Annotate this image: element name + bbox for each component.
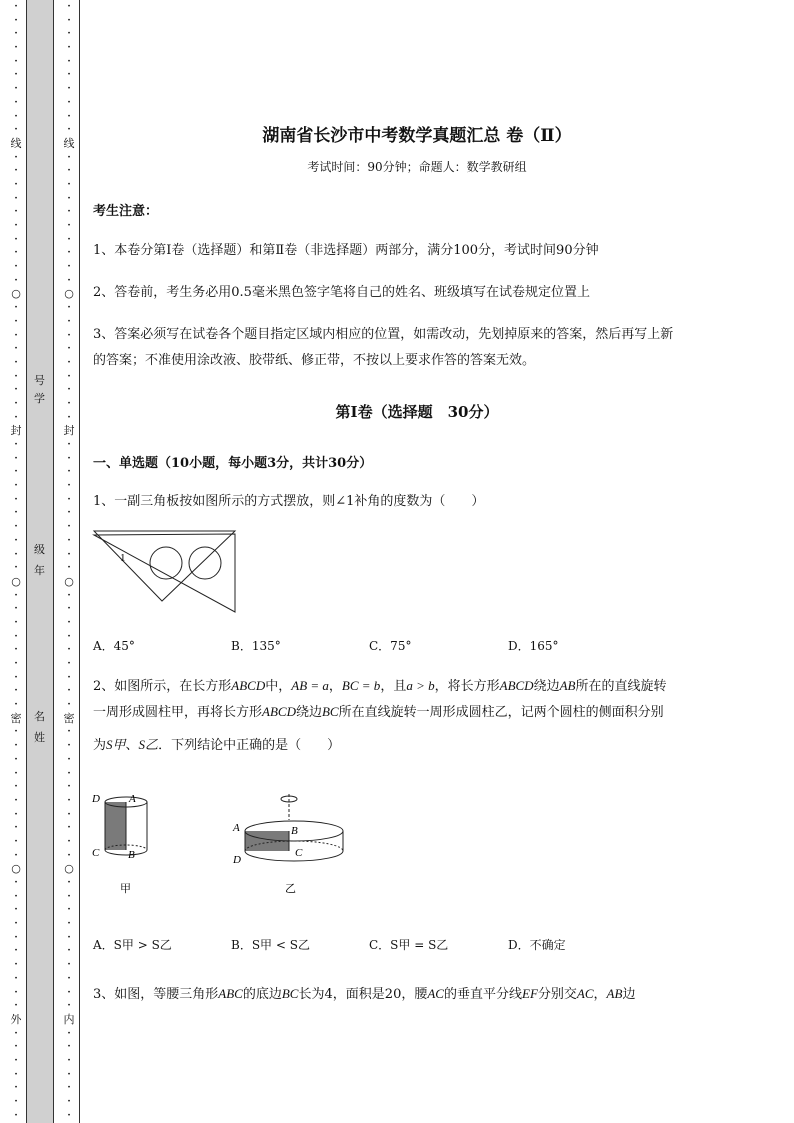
right-strip-dot: • [67, 399, 71, 407]
right-strip-dot: • [67, 523, 71, 531]
right-strip-dot: • [67, 345, 71, 353]
notice-heading: 考生注意： [93, 204, 159, 219]
cylinder-jia-bottom-front [105, 850, 147, 855]
right-strip-dot: • [67, 1098, 71, 1105]
right-strip-dot: • [67, 824, 71, 832]
q2-option-d[interactable]: D．不确定 [508, 938, 566, 952]
right-strip-dot: • [67, 837, 71, 845]
right-strip-mark-5: ○ [64, 862, 74, 876]
left-strip-dot: • [14, 824, 18, 832]
left-strip-dot: • [14, 769, 18, 777]
right-strip-dot: • [67, 742, 71, 750]
right-strip-dot: • [67, 974, 71, 982]
left-strip-dot: • [14, 701, 18, 709]
right-strip-mark-3: ○ [64, 574, 74, 588]
left-strip-dot: • [14, 810, 18, 818]
right-strip-dot: • [67, 358, 71, 366]
right-strip-dot: • [67, 605, 71, 613]
right-strip-dot: • [67, 468, 71, 476]
left-strip-dot: • [14, 16, 18, 24]
left-strip-dot: • [14, 71, 18, 79]
left-strip-dot: • [14, 249, 18, 257]
left-strip-dot: • [14, 317, 18, 325]
notice-item-3-line-1: 3、答案必须写在试卷各个题目指定区域内相应的位置，如需改动，先划掉原来的答案，然后再写上新 [93, 327, 674, 342]
left-strip-mark-5: ○ [11, 862, 21, 876]
jia-label-b: B [128, 849, 135, 861]
left-strip-dot: • [14, 482, 18, 490]
left-strip-dot: • [14, 1111, 18, 1119]
q2-option-c[interactable]: C．S甲 = S乙 [369, 938, 449, 952]
left-strip-dot: • [14, 728, 18, 736]
left-strip-dot: • [14, 386, 18, 394]
strip-border-right [53, 0, 54, 1123]
right-strip-dot: • [67, 235, 71, 243]
left-strip-dot: • [14, 673, 18, 681]
jia-label-c: C [92, 847, 100, 859]
right-strip-dot: • [67, 1070, 71, 1078]
triangle-hole-right [189, 547, 221, 579]
left-strip-dot: • [14, 276, 18, 284]
left-strip-dot: • [14, 345, 18, 353]
right-strip-dot: • [67, 208, 71, 216]
right-strip-dot: • [67, 851, 71, 859]
left-strip-dot: • [14, 1029, 18, 1037]
left-strip-dot: • [14, 468, 18, 476]
left-strip-dot: • [14, 1070, 18, 1078]
right-strip-dot: • [67, 276, 71, 284]
right-strip-dot: • [67, 57, 71, 65]
q2-line-1: 2、如图所示，在长方形ABCD中，AB = a，BC = b，且a > b，将长方形ABCD绕边AB所在的直线旋转 [93, 678, 667, 694]
left-strip-mark-0: 线 [10, 136, 22, 150]
right-strip-dot: • [67, 961, 71, 969]
name-label-bottom: 姓 [34, 731, 45, 744]
right-strip-dot: • [67, 920, 71, 928]
right-strip-dot: • [67, 755, 71, 763]
left-strip-mark-2: 封 [10, 424, 22, 438]
exam-title: 湖南省长沙市中考数学真题汇总 卷（Ⅱ） [262, 126, 572, 146]
right-strip-dot: • [67, 441, 71, 448]
left-strip-dot: • [14, 550, 18, 558]
left-strip-dot: • [14, 85, 18, 93]
left-strip-dot: • [14, 1084, 18, 1092]
left-strip-dot: • [14, 933, 18, 941]
left-strip-dot: • [14, 153, 18, 161]
right-strip-dot: • [67, 222, 71, 229]
left-strip-dot: • [14, 112, 18, 120]
right-strip-dot: • [67, 263, 71, 271]
left-strip-dot: • [14, 523, 18, 531]
right-strip-dot: • [67, 933, 71, 941]
right-strip-dot: • [67, 892, 71, 900]
left-strip-dot: • [14, 441, 18, 448]
right-strip-dot: • [67, 1111, 71, 1119]
right-strip-dot: • [67, 126, 71, 134]
q1-stem: 1、一副三角板按如图所示的方式摆放，则∠1补角的度数为（ ） [93, 494, 485, 509]
right-strip-dot: • [67, 482, 71, 490]
right-strip-dot: • [67, 16, 71, 24]
left-strip-dot: • [14, 30, 18, 38]
q3-line-1: 3、如图，等腰三角形ABC的底边BC长为4，面积是20，腰AC的垂直平分线EF分别交AC，AB边 [93, 986, 636, 1002]
q2-line-3: 为S甲、S乙．下列结论中正确的是（ ） [93, 737, 341, 753]
right-strip-dot: • [67, 495, 71, 503]
part1-heading: 第Ⅰ卷（选择题 30分） [335, 403, 499, 421]
right-strip-dot: • [67, 879, 71, 886]
right-strip-dot: • [67, 810, 71, 818]
right-strip-dot: • [67, 331, 71, 339]
left-strip-dot: • [14, 783, 18, 791]
left-strip-dot: • [14, 632, 18, 640]
left-strip-dot: • [14, 851, 18, 859]
left-strip-dot: • [14, 194, 18, 202]
right-strip-dot: • [67, 44, 71, 52]
binding-field-strip [26, 0, 53, 1123]
q2-option-b[interactable]: B．S甲 < S乙 [231, 938, 310, 952]
name-label-top: 名 [34, 710, 45, 723]
left-strip-dot: • [14, 742, 18, 750]
exam-subtitle: 考试时间：90分钟；命题人：数学教研组 [307, 160, 527, 174]
yi-label-c: C [295, 847, 303, 859]
right-strip-dot: • [67, 728, 71, 736]
left-strip-dot: • [14, 208, 18, 216]
left-strip-dot: • [14, 98, 18, 106]
left-strip-dot: • [14, 892, 18, 900]
left-strip-dot: • [14, 331, 18, 339]
right-strip-dot: • [67, 98, 71, 106]
yi-label-d: D [233, 854, 241, 866]
right-strip-dot: • [67, 550, 71, 558]
triangle-set-square-2 [94, 534, 235, 612]
right-strip-dot: • [67, 509, 71, 517]
right-strip-mark-2: 封 [63, 424, 75, 438]
q1-option-c[interactable]: C．75° [369, 639, 412, 653]
left-strip-dot: • [14, 304, 18, 312]
yi-label-a: A [233, 822, 240, 834]
q2-option-a[interactable]: A．S甲 > S乙 [93, 938, 172, 952]
triangle-set-square-1 [94, 531, 235, 601]
right-strip-dot: • [67, 304, 71, 312]
right-strip-dot: • [67, 660, 71, 667]
right-strip-dot: • [67, 769, 71, 777]
right-strip-dot: • [67, 413, 71, 421]
grade-label-bottom: 年 [34, 564, 45, 577]
left-strip-dot: • [14, 1002, 18, 1010]
left-strip-dot: • [14, 796, 18, 804]
left-strip-dot: • [14, 755, 18, 763]
right-strip-mark-0: 线 [63, 136, 75, 150]
right-strip-dot: • [67, 536, 71, 544]
cylinder-yi-bottom-front [245, 851, 343, 861]
left-dot-column [11, 0, 21, 1123]
left-strip-dot: • [14, 413, 18, 421]
angle-1-label: 1 [120, 552, 126, 564]
jia-label-a: A [129, 793, 136, 805]
q1-option-d[interactable]: D．165° [508, 639, 559, 653]
right-strip-dot: • [67, 1056, 71, 1064]
right-strip-dot: • [67, 180, 71, 188]
jia-label-d: D [92, 793, 100, 805]
left-strip-dot: • [14, 906, 18, 914]
right-strip-dot: • [67, 112, 71, 120]
right-strip-mark-1: ○ [64, 287, 74, 301]
q2-cylinder-yi-figure [228, 788, 348, 900]
left-strip-dot: • [14, 222, 18, 229]
right-strip-dot: • [67, 71, 71, 79]
left-strip-dot: • [14, 454, 18, 462]
right-strip-dot: • [67, 372, 71, 380]
left-strip-dot: • [14, 646, 18, 654]
left-strip-dot: • [14, 358, 18, 366]
right-strip-dot: • [67, 317, 71, 325]
strip-border-left [26, 0, 27, 1123]
left-strip-dot: • [14, 1043, 18, 1051]
right-strip-dot: • [67, 167, 71, 175]
right-strip-dot: • [67, 153, 71, 161]
right-strip-dot: • [67, 1002, 71, 1010]
right-strip-dot: • [67, 1084, 71, 1092]
right-strip-dot: • [67, 194, 71, 202]
left-strip-dot: • [14, 687, 18, 695]
right-strip-dot: • [67, 947, 71, 955]
left-strip-dot: • [14, 57, 18, 65]
q2-line-2: 一周形成圆柱甲，再将长方形ABCD绕边BC所在直线旋转一周形成圆柱乙，记两个圆柱的侧面积分别 [93, 704, 664, 720]
q2-cylinder-jia-figure [88, 788, 158, 900]
right-strip-dot: • [67, 632, 71, 640]
right-strip-dot: • [67, 796, 71, 804]
left-strip-mark-6: 外 [10, 1012, 22, 1026]
left-strip-dot: • [14, 44, 18, 52]
left-strip-dot: • [14, 564, 18, 572]
left-strip-dot: • [14, 591, 18, 599]
right-strip-dot: • [67, 701, 71, 709]
student-id-label-top: 号 [34, 374, 45, 387]
right-strip-dot: • [67, 906, 71, 914]
left-strip-dot: • [14, 235, 18, 243]
right-strip-dot: • [67, 30, 71, 38]
left-strip-dot: • [14, 947, 18, 955]
right-strip-dot: • [67, 564, 71, 572]
left-strip-dot: • [14, 879, 18, 886]
yi-label-b: B [291, 825, 298, 837]
right-strip-dot: • [67, 1029, 71, 1037]
left-strip-dot: • [14, 180, 18, 188]
right-strip-mark-6: 内 [63, 1012, 75, 1026]
right-strip-dot: • [67, 249, 71, 257]
q1-option-b[interactable]: B．135° [231, 639, 281, 653]
right-strip-dot: • [67, 783, 71, 791]
grade-label-top: 级 [34, 543, 45, 556]
left-strip-mark-3: ○ [11, 574, 21, 588]
left-strip-dot: • [14, 509, 18, 517]
right-strip-dot: • [67, 3, 71, 10]
left-strip-dot: • [14, 660, 18, 667]
right-strip-dot: • [67, 988, 71, 996]
left-strip-dot: • [14, 372, 18, 380]
left-strip-mark-4: 密 [10, 711, 22, 725]
student-id-label-bottom: 学 [34, 392, 45, 405]
notice-item-2: 2、答卷前，考生务必用0.5毫米黑色签字笔将自己的姓名、班级填写在试卷规定位置上 [93, 285, 590, 300]
yi-caption: 乙 [285, 882, 296, 895]
jia-caption: 甲 [120, 882, 131, 895]
left-strip-dot: • [14, 495, 18, 503]
right-strip-dot: • [67, 673, 71, 681]
left-strip-dot: • [14, 263, 18, 271]
left-strip-dot: • [14, 974, 18, 982]
notice-item-1: 1、本卷分第Ⅰ卷（选择题）和第Ⅱ卷（非选择题）两部分，满分100分，考试时间90分钟 [93, 243, 599, 258]
right-strip-dot: • [67, 687, 71, 695]
right-strip-dot: • [67, 591, 71, 599]
left-strip-dot: • [14, 126, 18, 134]
left-strip-dot: • [14, 605, 18, 613]
cylinder-jia-shaded-rect [105, 802, 126, 850]
section-heading: 一、单选题（10小题，每小题3分，共计30分） [93, 456, 373, 471]
left-strip-dot: • [14, 536, 18, 544]
right-strip-dot: • [67, 1043, 71, 1051]
left-strip-dot: • [14, 3, 18, 10]
left-strip-dot: • [14, 399, 18, 407]
right-strip-dot: • [67, 454, 71, 462]
q1-option-a[interactable]: A．45° [93, 639, 135, 653]
left-strip-dot: • [14, 837, 18, 845]
q1-triangle-figure [92, 528, 242, 616]
right-strip-mark-4: 密 [63, 711, 75, 725]
left-strip-dot: • [14, 1098, 18, 1105]
left-strip-mark-1: ○ [11, 287, 21, 301]
right-strip-dot: • [67, 646, 71, 654]
left-strip-dot: • [14, 1056, 18, 1064]
notice-item-3-line-2: 的答案；不准使用涂改液、胶带纸、修正带，不按以上要求作答的答案无效。 [93, 353, 536, 368]
right-strip-dot: • [67, 618, 71, 626]
left-strip-dot: • [14, 961, 18, 969]
right-strip-dot: • [67, 85, 71, 93]
left-strip-dot: • [14, 988, 18, 996]
left-strip-dot: • [14, 920, 18, 928]
right-dot-column [64, 0, 74, 1123]
left-strip-dot: • [14, 167, 18, 175]
left-strip-dot: • [14, 618, 18, 626]
right-strip-dot: • [67, 386, 71, 394]
